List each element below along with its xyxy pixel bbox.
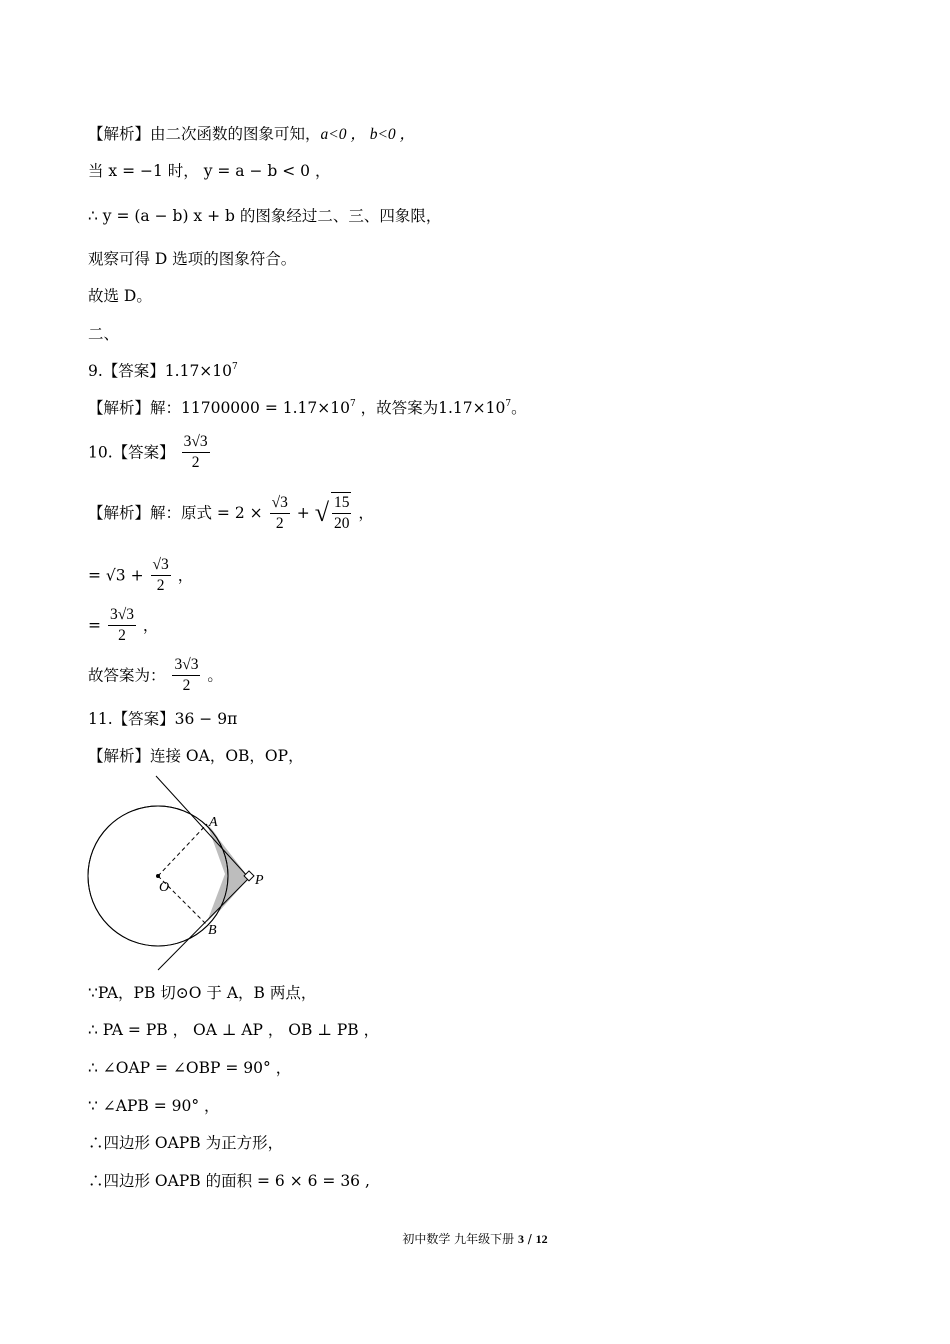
step-square: ∴四边形 OAPB 为正方形， bbox=[88, 1134, 284, 1152]
label-a: A bbox=[209, 815, 218, 830]
step-area: ∴四边形 OAPB 的面积 = 6 × 6 = 36 , bbox=[88, 1172, 370, 1190]
question-10-answer: 10.【答案】 $\frac{3√3}{2}$ bbox=[88, 433, 208, 471]
label-p: P bbox=[255, 873, 264, 888]
question-10-analysis: 【解析】解：原式 = 2 × $\frac{√3}{2}$ + √ $\frac{15}{20}$ ， bbox=[88, 493, 374, 532]
line-analysis-2: 当 x = −1 时， y = a − b < 0 ， bbox=[88, 162, 331, 180]
line-analysis-5: 故选 D。 bbox=[88, 287, 152, 305]
fraction-sqrt3-over-2: $\frac{√3}{2}$ bbox=[271, 493, 288, 532]
section-two-heading: 二、 bbox=[88, 325, 120, 343]
fraction-15-over-20: $\frac{15}{20}$ bbox=[331, 492, 352, 534]
step-apb-90: ∵ ∠APB = 90° ， bbox=[88, 1097, 220, 1115]
question-10-step-2: = √3 + $\frac{√3}{2}$ ， bbox=[88, 556, 194, 594]
label-o: O bbox=[159, 880, 170, 895]
question-10-conclusion: 故答案为： $\frac{3√3}{2}$ 。 bbox=[88, 656, 223, 694]
step-pa-equals-pb: ∴ PA = PB ， OA ⊥ AP ， OB ⊥ PB ， bbox=[88, 1021, 380, 1039]
step-angles-90: ∴ ∠OAP = ∠OBP = 90° ， bbox=[88, 1059, 292, 1077]
question-11-answer: 11.【答案】36 − 9π bbox=[88, 710, 238, 728]
line-analysis-1: 【解析】由二次函数的图象可知，a<0 ， b<0 ， bbox=[88, 125, 416, 143]
sqrt-sign: √ bbox=[314, 498, 329, 527]
fraction-3sqrt3-over-2-b: $\frac{3√3}{2}$ bbox=[109, 606, 134, 644]
fraction-3sqrt3-over-2: $\frac{3√3}{2}$ bbox=[183, 433, 208, 471]
line-analysis-3: ∴ y = (a − b) x + b 的图象经过二、三、四象限， bbox=[88, 207, 442, 225]
tangent-line-pb bbox=[158, 878, 249, 970]
question-9-answer: 9.【答案】$1.17\times 10^7$ bbox=[88, 362, 238, 380]
question-9-analysis: 【解析】解：$11700000 = 1.17\times 10^7$ ，故答案为$1.17\times 10^7$。 bbox=[88, 399, 527, 417]
circle-tangent-diagram bbox=[80, 770, 280, 975]
radius-oa bbox=[158, 824, 207, 876]
question-10-step-3: = $\frac{3√3}{2}$ ， bbox=[88, 606, 159, 644]
page-footer: 初中数学 九年级下册 3 / 12 bbox=[402, 1232, 548, 1246]
line-analysis-4: 观察可得 D 选项的图象符合。 bbox=[88, 250, 297, 268]
question-11-analysis: 【解析】连接 OA，OB，OP， bbox=[88, 747, 304, 765]
center-point-o bbox=[156, 874, 160, 878]
fraction-sqrt3-over-2-b: $\frac{√3}{2}$ bbox=[152, 556, 169, 594]
step-because-tangent: ∵PA，PB 切⊙O 于 A，B 两点， bbox=[88, 984, 317, 1002]
fraction-3sqrt3-over-2-c: $\frac{3√3}{2}$ bbox=[174, 656, 199, 694]
label-b: B bbox=[208, 923, 217, 938]
